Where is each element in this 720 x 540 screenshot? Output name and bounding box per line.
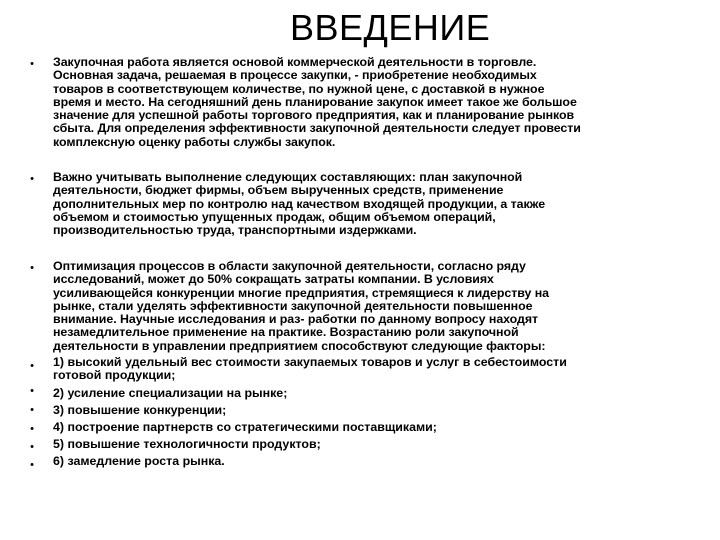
bullet-icon: • (30, 262, 34, 274)
list-item-factor-2 (53, 387, 681, 400)
text-line: 4) построение партнерств со стратегическими поставщиками; (53, 420, 437, 434)
paragraph-purchasing-basis (53, 56, 681, 149)
bullet-icon: • (30, 404, 34, 416)
paragraph-optimization (53, 260, 681, 353)
text-line: значение для успешной работы торгового предприятия, как и планирование рынков (53, 108, 575, 123)
list-item-factor-4 (53, 421, 681, 434)
bullet-icon: • (30, 441, 34, 453)
text-line: деятельности, бюджет фирмы, объем вырученных средств, применение (53, 183, 504, 198)
text-line: 5) повышение технологичности продуктов; (53, 437, 321, 451)
list-item-factor-3 (53, 404, 681, 417)
text-line: Основная задача, решаемая в процессе закупки, - приобретение необходимых (53, 68, 537, 83)
text-line: Оптимизация процессов в области закупочной деятельности, согласно ряду (53, 259, 526, 273)
text-line: время и место. На сегодняшний день планирование закупок имеет такое же большое (53, 94, 577, 109)
text-line: объемом и стоимостью упущенных продаж, общим объемом операций, (53, 209, 496, 224)
text-line: рынке, стали уделять эффективности закупочной деятельности повышенное (53, 298, 533, 313)
text-line: Закупочная работа является основой коммерческой деятельности в торговле. (53, 55, 537, 69)
text-line: усиливающейся конкуренции многие предприятия, стремящиеся к лидерству на (53, 285, 549, 300)
bullet-icon: • (30, 173, 34, 185)
bullet-icon: • (30, 423, 34, 435)
text-line: 1) высокий удельный вес стоимости закупаемых товаров и услуг в себестоимости (53, 355, 567, 369)
list-item-factor-6 (53, 455, 681, 468)
bullet-icon: • (30, 360, 34, 372)
text-line: товаров в соответствующем количестве, по нужной цене, с доставкой в нужное (53, 81, 545, 96)
text-line: дополнительных мер по контролю над качеством входящей продукции, а также (53, 196, 546, 211)
paragraph-components (53, 171, 681, 237)
text-line: сбыта. Для определения эффективности закупочной деятельности следует провести (53, 121, 581, 136)
text-line: готовой продукции; (53, 368, 176, 383)
text-line: исследований, может до 50% сокращать затраты компании. В условиях (53, 272, 494, 287)
text-line: 3) повышение конкуренции; (53, 403, 227, 417)
bullet-icon: • (30, 58, 34, 70)
bullet-icon: • (30, 385, 34, 397)
text-line: 6) замедление роста рынка. (53, 454, 225, 468)
text-line: незамедлительное применение на практике. Возрастанию роли закупочной (53, 325, 519, 340)
text-line: 2) усиление специализации на рынке; (53, 386, 288, 400)
bullet-icon: • (30, 459, 34, 471)
text-line: производительностью труда, транспортными издержками. (53, 223, 417, 238)
text-line: внимание. Научные исследования и раз- работки по данному вопросу находят (53, 312, 539, 327)
slide-title: ВВЕДЕНИЕ (290, 7, 491, 48)
text-line: Важно учитывать выполнение следующих составляющих: план закупочной (53, 170, 523, 184)
text-line: комплексную оценку работы службы закупок. (53, 134, 336, 149)
text-line: деятельности в управлении предприятием способствуют следующие факторы: (53, 338, 546, 353)
list-item-factor-1 (53, 356, 681, 383)
list-item-factor-5 (53, 438, 681, 451)
